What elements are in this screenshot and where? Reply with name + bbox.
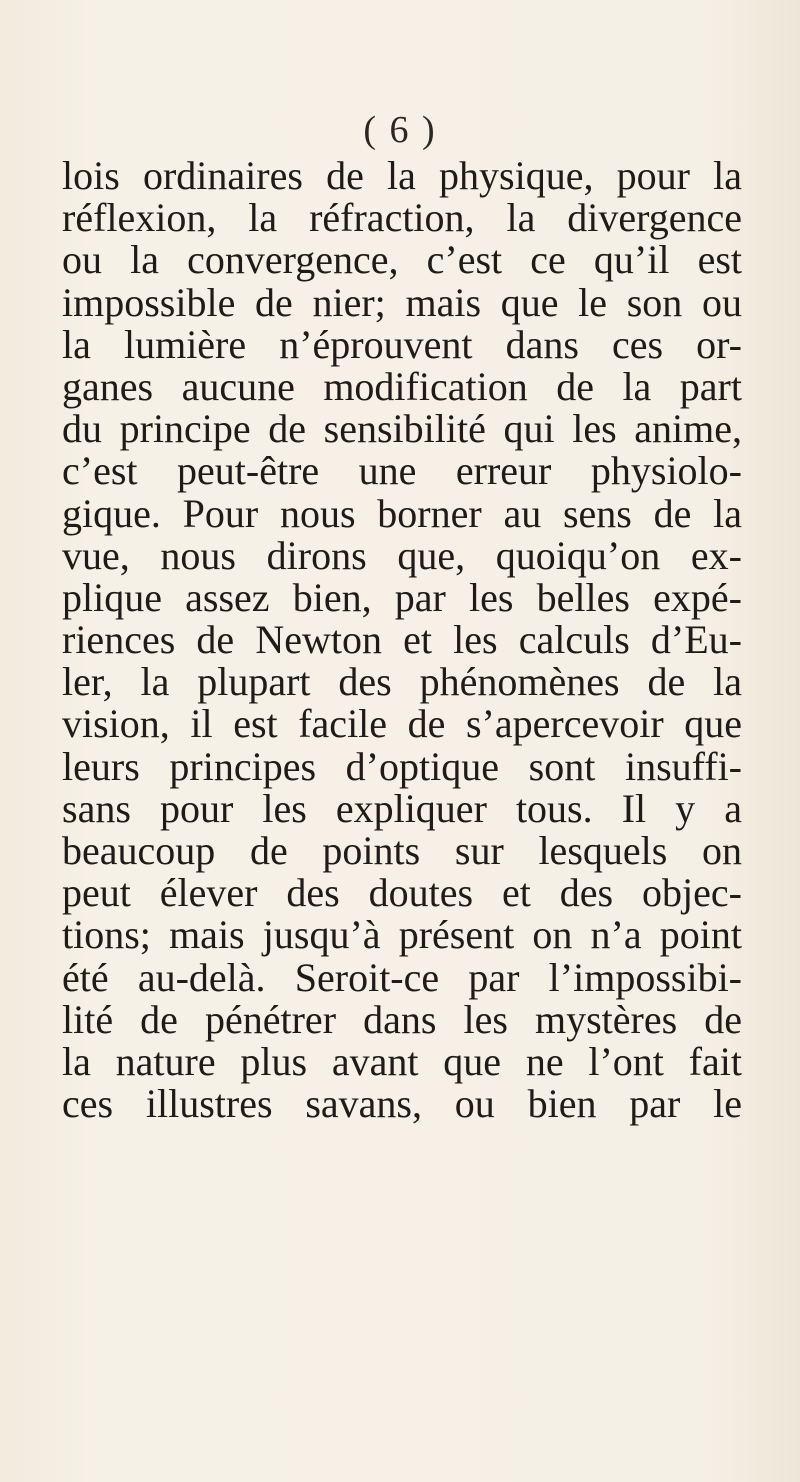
text-line: été au-delà. Seroit-ce par l’impossibi- bbox=[62, 954, 742, 1000]
text-line: riences de Newton et les calculs d’Eu- bbox=[62, 617, 742, 663]
text-line: plique assez bien, par les belles expé- bbox=[62, 574, 742, 620]
page-number: ( 6 ) bbox=[363, 109, 437, 151]
text-line: tions; mais jusqu’à présent on n’a point bbox=[62, 912, 742, 958]
text-line: leurs principes d’optique sont insuffi- bbox=[62, 743, 742, 789]
text-line: ganes aucune modification de la part bbox=[62, 363, 742, 409]
text-line: du principe de sensibilité qui les anime, bbox=[62, 406, 742, 452]
text-line: impossible de nier; mais que le son ou bbox=[62, 279, 742, 325]
text-line: ler, la plupart des phénomènes de la bbox=[62, 659, 742, 705]
text-line: ces illustres savans, ou bien par le bbox=[62, 1081, 742, 1127]
text-line: beaucoup de points sur lesquels on bbox=[62, 828, 742, 873]
text-line: sans pour les expliquer tous. Il y a bbox=[62, 785, 742, 831]
text-line: la nature plus avant que ne l’ont fait bbox=[62, 1038, 742, 1084]
text-line: vue, nous dirons que, quoiqu’on ex- bbox=[62, 532, 742, 578]
text-line: c’est peut-être une erreur physiolo- bbox=[62, 448, 742, 494]
body-text bbox=[62, 155, 742, 1125]
text-line: vision, il est facile de s’apercevoir que bbox=[62, 701, 742, 747]
text-line: la lumière n’éprouvent dans ces or- bbox=[62, 321, 742, 367]
text-line: réflexion, la réfraction, la divergence bbox=[62, 195, 742, 241]
text-line: ou la convergence, c’est ce qu’il est bbox=[62, 237, 742, 283]
text-line: lois ordinaires de la physique, pour la bbox=[62, 153, 742, 198]
text-line: gique. Pour nous borner au sens de la bbox=[62, 490, 742, 536]
text-line: lité de pénétrer dans les mystères de bbox=[62, 996, 742, 1042]
text-line: peut élever des doutes et des objec- bbox=[62, 870, 742, 916]
